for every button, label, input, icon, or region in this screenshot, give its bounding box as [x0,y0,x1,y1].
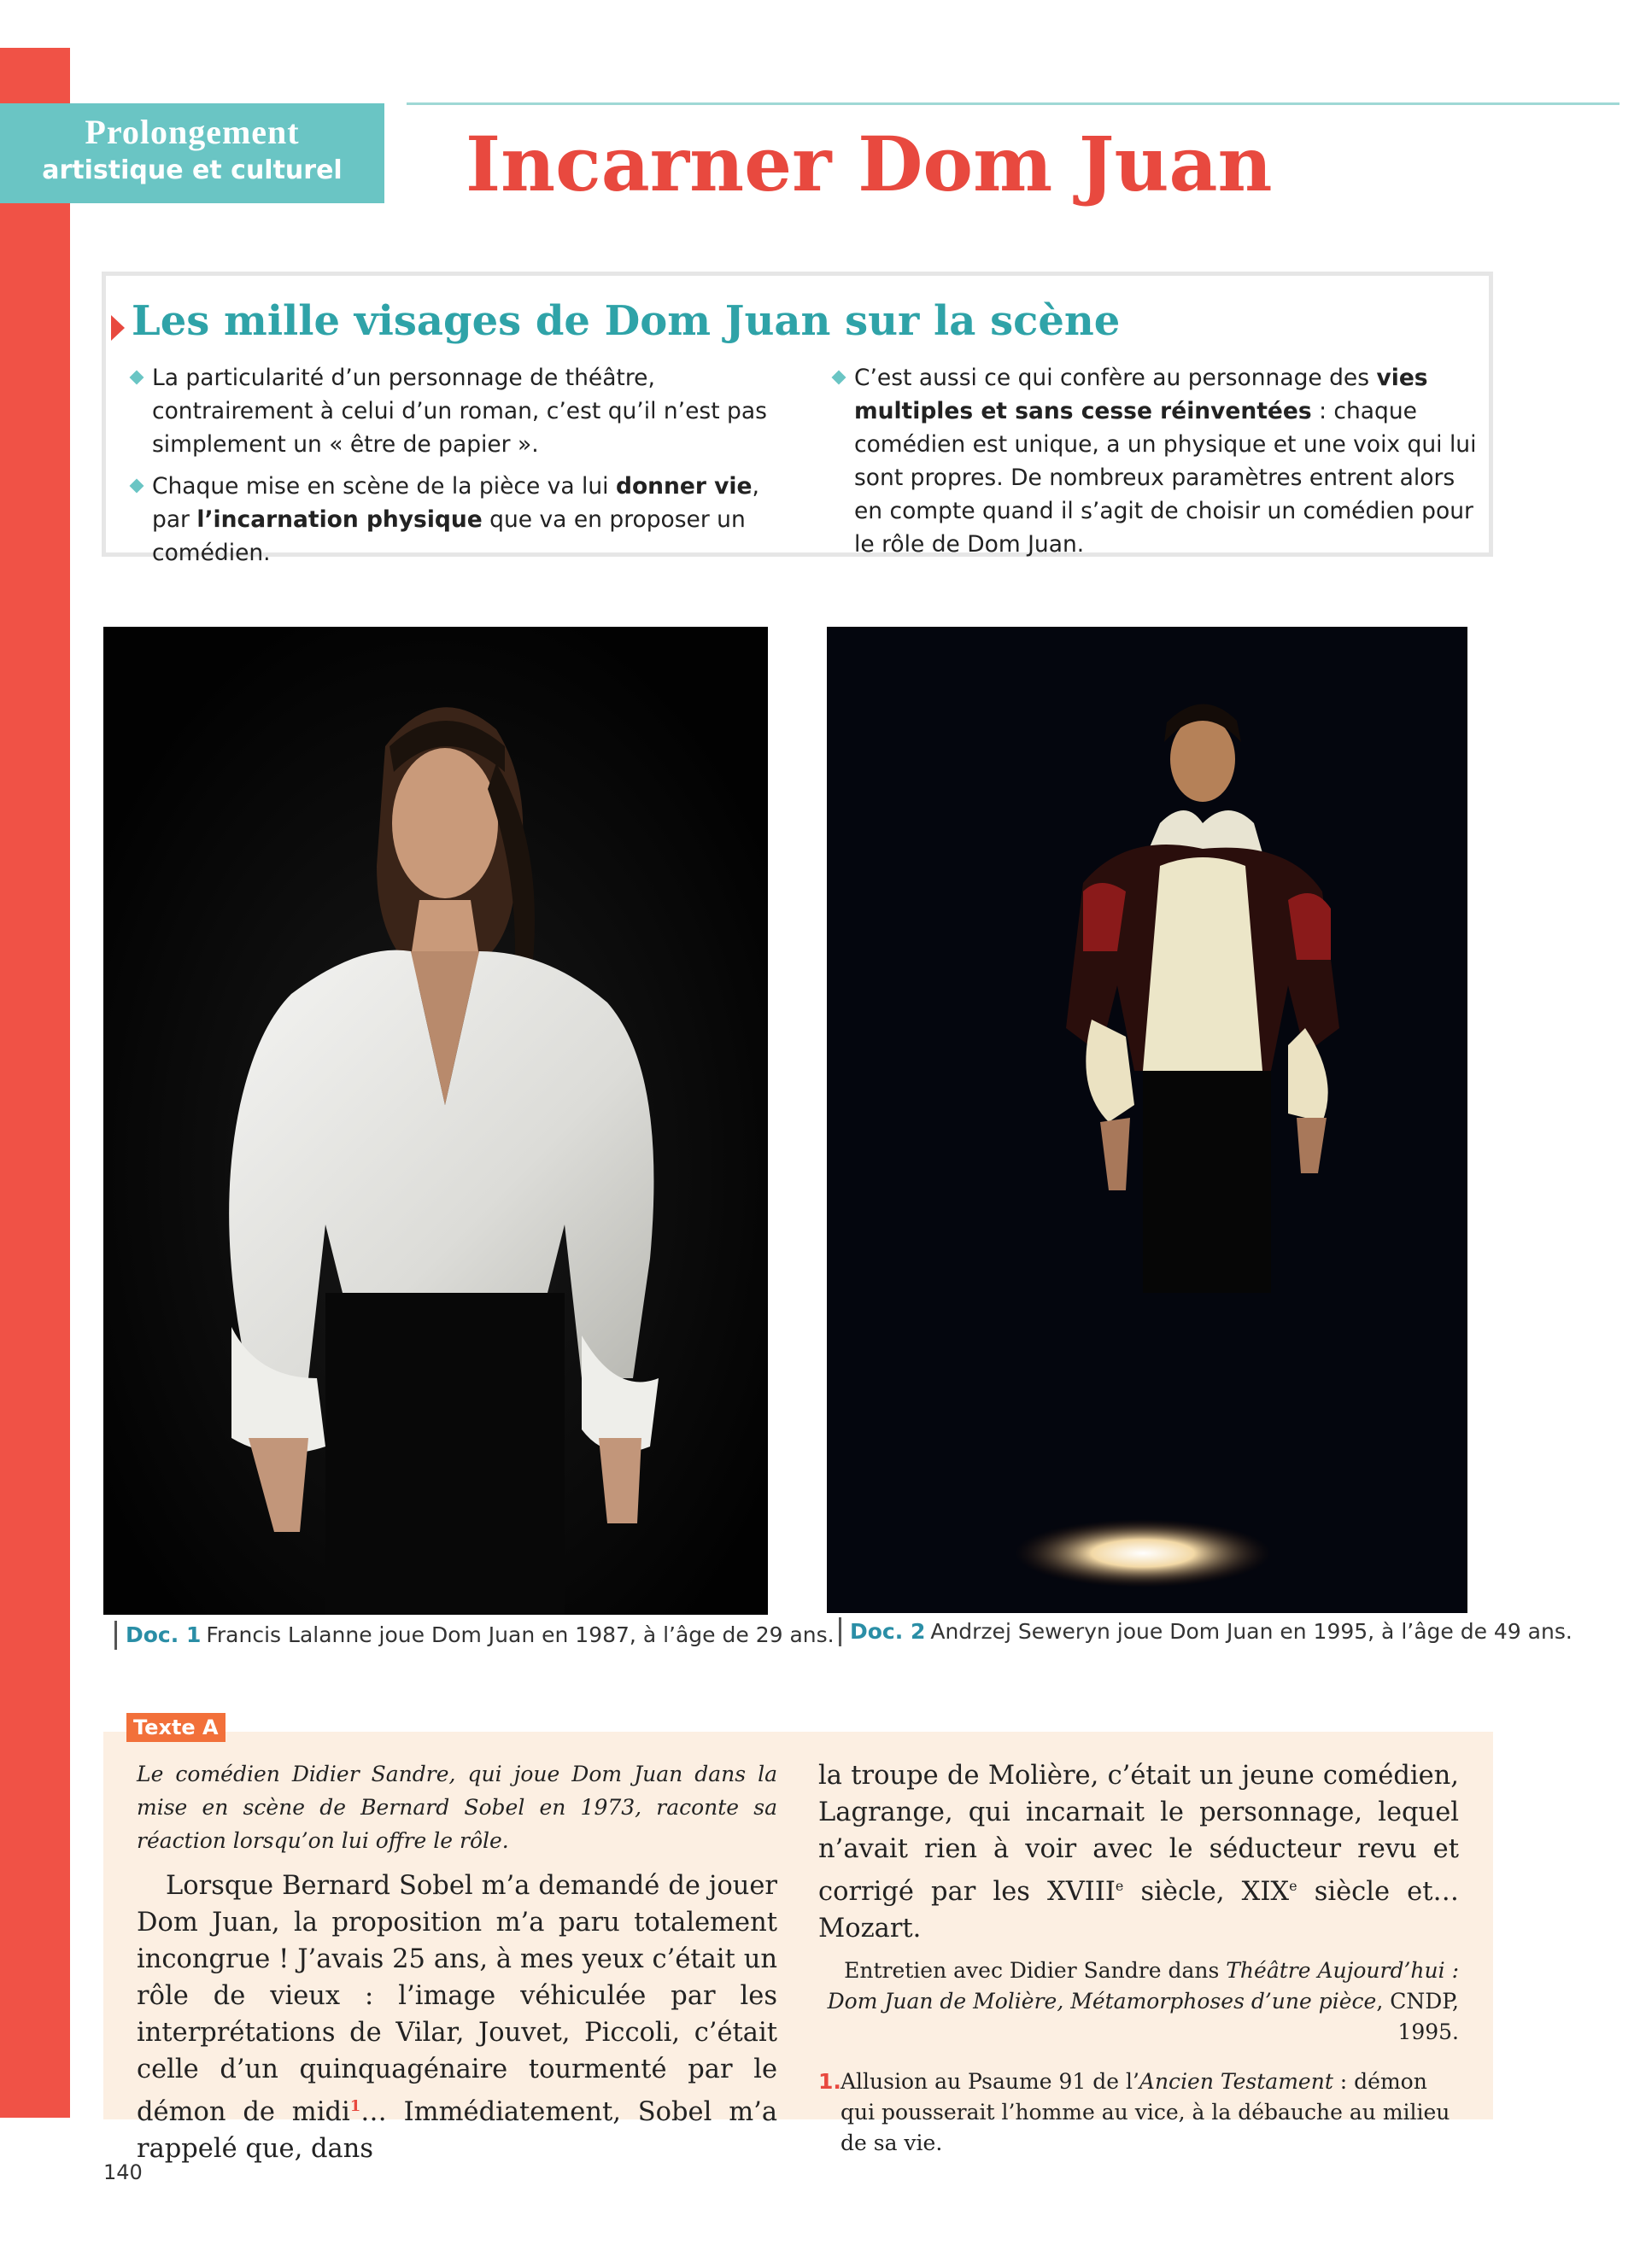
doc1-label: Doc. 1 [126,1622,202,1647]
page-number: 140 [103,2160,143,2184]
texte-a-intro: Le comédien Didier Sandre, qui joue Dom Juan dans la mise en scène de Bernard Sobel en 1973, raconte sa réaction lorsqu’on lui offre le rôle. [137,1762,777,1853]
intro-heading-text: Les mille visages de Dom Juan sur la scène [132,297,1121,345]
texte-a-tag: Texte A [126,1713,226,1742]
header-rule [407,102,1620,105]
section-tag-line1: Prolongement [85,113,300,151]
left-margin-band [0,48,70,2118]
actor-photo-illustration [827,627,1467,1613]
section-tag-line2: artistique et culturel [42,155,343,185]
intro-bullet: La particularité d’un personnage de théâtre, contrairement à celui d’un roman, c’est qu’il n’est pas simplement un « être de papier ». [130,361,788,461]
actor-photo-illustration [103,627,768,1615]
intro-column-left [130,361,788,578]
page-title: Incarner Dom Juan [466,120,1273,208]
intro-heading [132,293,1120,349]
intro-column-right [832,361,1490,570]
intro-bullet: C’est aussi ce qui confère au personnage des vies multiples et sans cesse réinventées : chaque comédien est unique, a un physique et une voix qui lui sont propres. De nombreux paramètres entrent alors en compte quand il s’agit de choisir un comédien pour le rôle de Dom Juan. [832,361,1490,561]
texte-a-source: Entretien avec Didier Sandre dans Théâtre Aujourd’hui : Dom Juan de Molière, Métamorphoses d’une pièce, CNDP, 1995. [827,1958,1459,2045]
doc2-label: Doc. 2 [850,1619,926,1644]
diamond-bullet-icon [130,371,144,385]
texte-a-body-part1: Lorsque Bernard Sobel m’a demandé de jouer Dom Juan, la proposition m’a paru totalement incongrue ! J’avais 25 ans, à mes yeux c’était un rôle de vieux : l’image véhiculée par les interprétations de Vilar, Jouvet, Piccoli, c’était celle d’un quinquagénaire tourmenté par le démon de midi$^1$… Immédiatement, Sobel m’a rappelé que, dans [137,1871,778,2165]
photo-francis-lalanne [103,627,768,1615]
doc2-caption [839,1617,1573,1646]
doc2-caption-text: Andrzej Seweryn joue Dom Juan en 1995, à l’âge de 49 ans. [930,1619,1573,1644]
texte-a-column-right [818,1757,1459,2159]
footnote-number: 1. [818,2069,841,2095]
doc1-caption-text: Francis Lalanne joue Dom Juan en 1987, à l’âge de 29 ans. [206,1622,835,1647]
section-tag [0,103,384,203]
doc1-caption [114,1621,835,1650]
footnote: 1. Allusion au Psaume 91 de l’Ancien Testament : démon qui pousserait l’homme au vice, à la débauche au milieu de sa vie. [818,2066,1459,2159]
diamond-bullet-icon [130,479,144,494]
intro-bullet: Chaque mise en scène de la pièce va lui donner vie, par l’incarnation physique que va en proposer un comédien. [130,470,788,570]
photo-andrzej-seweryn [827,627,1467,1613]
footnote-ref: 1 [349,2097,361,2115]
heading-marker-icon [111,315,125,341]
texte-a-column-left [137,1757,777,2167]
intro-box [102,272,1493,566]
texte-a-body-part2: la troupe de Molière, c’était un jeune comédien, Lagrange, qui incarnait le personnage, lequel n’avait rien à voir avec le séducteur revu et corrigé par les XVIIIe siècle, XIXe siècle et… Mozart. [818,1761,1459,1944]
diamond-bullet-icon [832,371,846,385]
